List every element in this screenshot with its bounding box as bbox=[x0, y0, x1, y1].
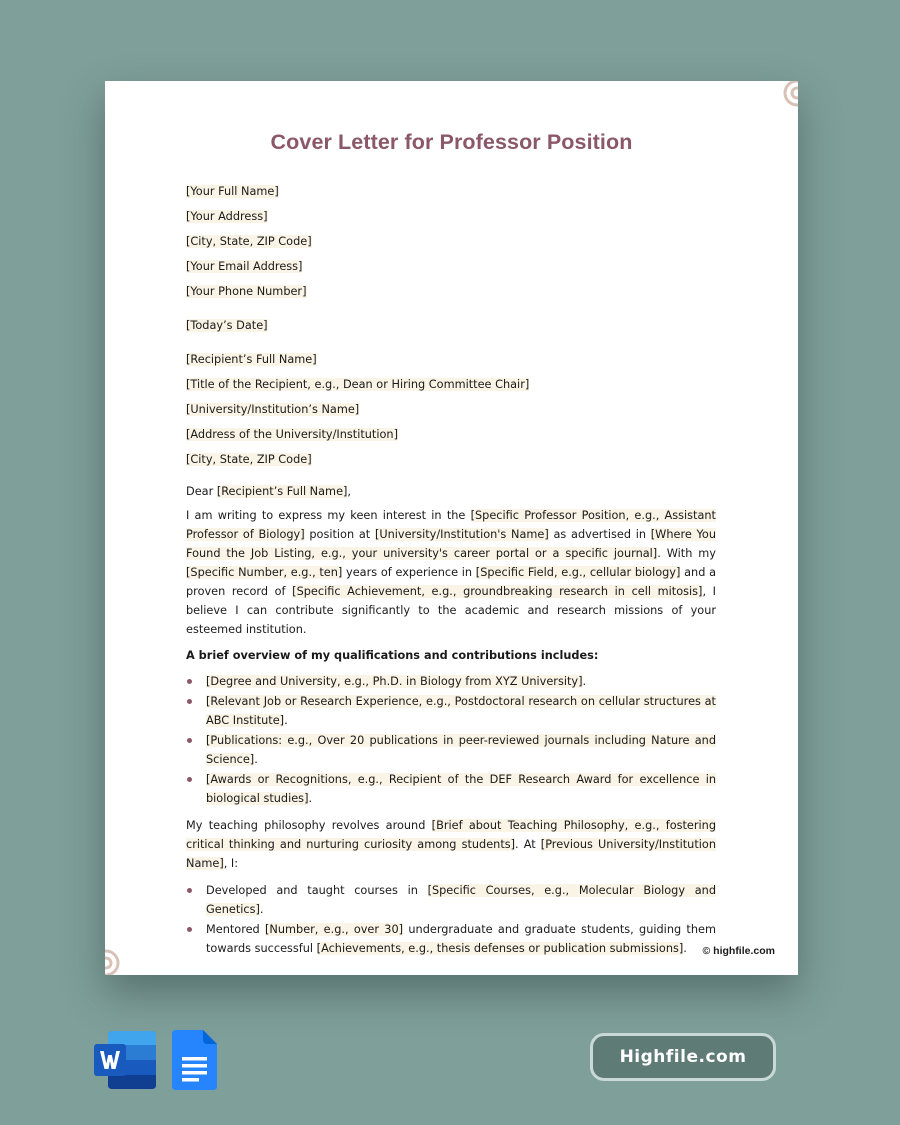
bullet-dot-icon bbox=[187, 679, 192, 684]
body-text: Mentored bbox=[206, 923, 265, 936]
placeholder-text: [Specific Number, e.g., ten] bbox=[186, 566, 343, 579]
qualifications-heading: A brief overview of my qualifications and contributions includes: bbox=[186, 649, 599, 662]
body-text: My teaching philosophy revolves around bbox=[186, 819, 432, 832]
corner-ring-decoration-icon bbox=[105, 948, 121, 975]
sender-line: [Your Phone Number] bbox=[186, 285, 307, 298]
placeholder-text: [Specific Courses, e.g., Molecular Biology and Genetics] bbox=[206, 884, 716, 916]
sender-line: [Your Email Address] bbox=[186, 260, 303, 273]
corner-ring-decoration-icon bbox=[782, 81, 798, 108]
placeholder-text: [Brief about Teaching Philosophy, e.g., fostering critical thinking and nurturing curiosity among students] bbox=[186, 819, 716, 851]
letter-date: [Today’s Date] bbox=[186, 319, 268, 332]
teaching-paragraph bbox=[186, 816, 716, 873]
sender-line: [Your Full Name] bbox=[186, 185, 279, 198]
list-item bbox=[186, 770, 716, 808]
bullet-dot-icon bbox=[187, 699, 192, 704]
body-text: as advertised in bbox=[548, 528, 651, 541]
list-item bbox=[186, 920, 716, 958]
body-text: , I: bbox=[223, 857, 239, 870]
recipient-line: [Address of the University/Institution] bbox=[186, 428, 398, 441]
recipient-line: [University/Institution’s Name] bbox=[186, 403, 360, 416]
placeholder-text: [Publications: e.g., Over 20 publications in peer-reviewed journals including Nature and Science] bbox=[206, 734, 716, 766]
sender-block bbox=[186, 183, 716, 308]
list-item bbox=[186, 672, 716, 691]
placeholder-text: [Degree and University, e.g., Ph.D. in Biology from XYZ University] bbox=[206, 675, 583, 688]
placeholder-text: [Specific Field, e.g., cellular biology] bbox=[475, 566, 681, 579]
body-text: . bbox=[254, 753, 258, 766]
teaching-list bbox=[186, 881, 716, 958]
bullet-dot-icon bbox=[187, 927, 192, 932]
salutation: Dear [Recipient’s Full Name], bbox=[186, 485, 352, 498]
body-text: . At bbox=[515, 838, 541, 851]
list-item bbox=[186, 881, 716, 919]
recipient-block bbox=[186, 351, 716, 476]
body-text: and a proven record of bbox=[186, 566, 717, 598]
body-text: position at bbox=[304, 528, 375, 541]
placeholder-text: [Specific Professor Position, e.g., Assistant Professor of Biology] bbox=[186, 509, 716, 541]
body-text: . bbox=[308, 792, 313, 805]
recipient-line: [Recipient’s Full Name] bbox=[186, 353, 317, 366]
sender-line: [City, State, ZIP Code] bbox=[186, 235, 312, 248]
google-docs-icon[interactable] bbox=[172, 1030, 217, 1090]
body-text: . bbox=[259, 903, 264, 916]
body-text: undergraduate and graduate students, guiding them towards successful bbox=[206, 923, 716, 955]
intro-paragraph bbox=[186, 506, 716, 639]
placeholder-text: [University/Institution's Name] bbox=[374, 528, 549, 541]
body-text: . bbox=[683, 942, 687, 955]
list-item bbox=[186, 731, 716, 769]
letter-body bbox=[186, 183, 716, 966]
document-title: Cover Letter for Professor Position bbox=[270, 130, 633, 154]
placeholder-text: [Awards or Recognitions, e.g., Recipient of the DEF Research Award for excellence in biological studies] bbox=[206, 773, 716, 805]
body-text: . bbox=[284, 714, 288, 727]
highfile-brand-button[interactable]: Highfile.com bbox=[590, 1033, 776, 1081]
sender-line: [Your Address] bbox=[186, 210, 268, 223]
microsoft-word-icon[interactable] bbox=[94, 1031, 158, 1089]
list-item bbox=[186, 692, 716, 730]
recipient-line: [Title of the Recipient, e.g., Dean or Hiring Committee Chair] bbox=[186, 378, 530, 391]
body-text: I am writing to express my keen interest in the bbox=[186, 509, 471, 522]
bullet-dot-icon bbox=[187, 777, 192, 782]
bullet-dot-icon bbox=[187, 888, 192, 893]
body-text: years of experience in bbox=[342, 566, 476, 579]
recipient-line: [City, State, ZIP Code] bbox=[186, 453, 312, 466]
placeholder-text: [Relevant Job or Research Experience, e.g., Postdoctoral research on cellular structures at ABC Institute] bbox=[206, 695, 716, 727]
body-text: , I believe I can contribute significantly to the academic and research missions of your esteemed institution. bbox=[186, 585, 717, 636]
placeholder-text: [Where You Found the Job Listing, e.g., your university's career portal or a specific journal] bbox=[186, 528, 716, 560]
body-text: . With my bbox=[657, 547, 716, 560]
placeholder-text: [Number, e.g., over 30] bbox=[265, 923, 404, 936]
placeholder-text: [Specific Achievement, e.g., groundbreaking research in cell mitosis] bbox=[292, 585, 703, 598]
bullet-dot-icon bbox=[187, 738, 192, 743]
body-text: . bbox=[582, 675, 587, 688]
body-text: Developed and taught courses in bbox=[206, 884, 428, 897]
qualifications-list bbox=[186, 672, 716, 808]
copyright-notice: © highfile.com bbox=[702, 945, 775, 957]
placeholder-text: [Previous University/Institution Name] bbox=[186, 838, 716, 870]
document-page bbox=[105, 81, 798, 975]
placeholder-text: [Achievements, e.g., thesis defenses or publication submissions] bbox=[316, 942, 684, 955]
